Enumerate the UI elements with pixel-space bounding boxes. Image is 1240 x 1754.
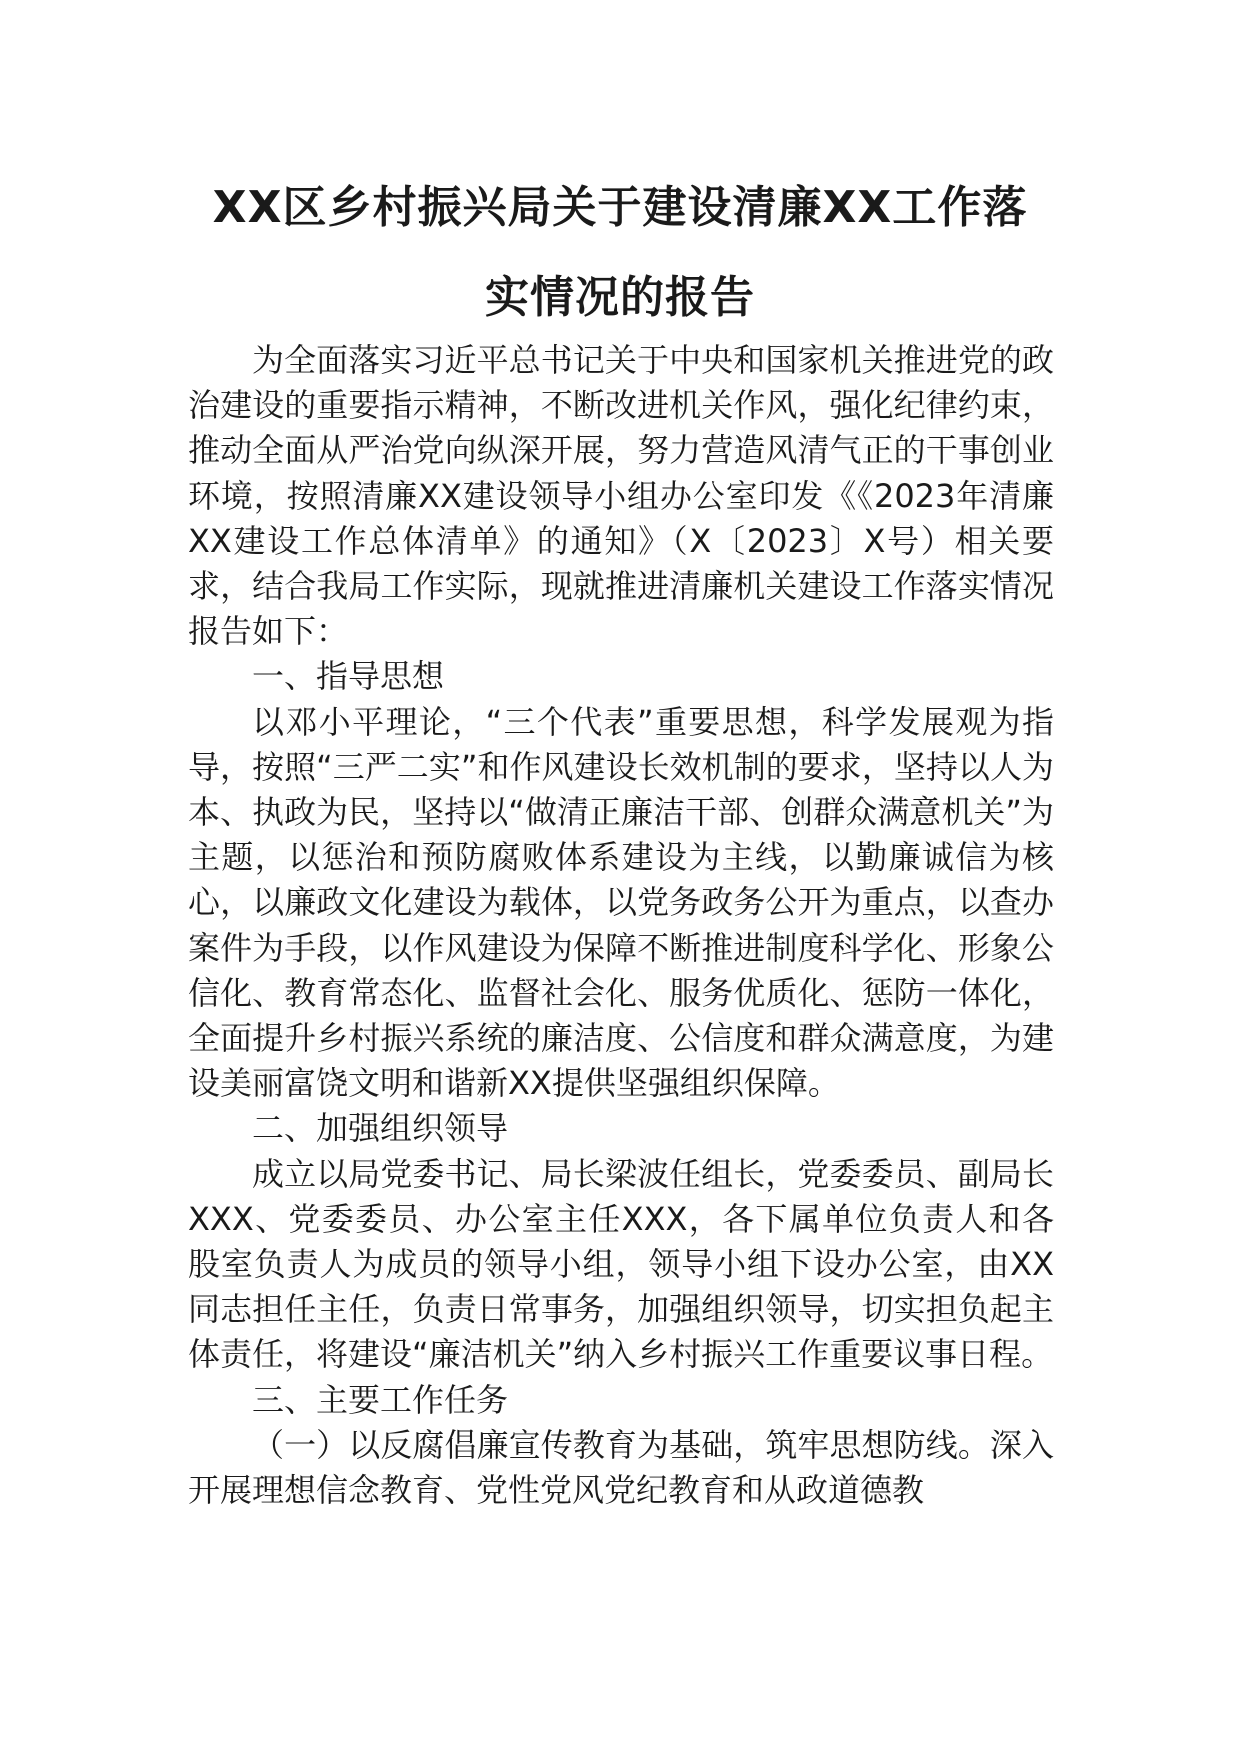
section-heading-organization-leadership: 二、加强组织领导 [252, 1109, 509, 1148]
intro-paragraph: 为全面落实习近平总书记关于中央和国家机关推进党的政治建设的重要指示精神，不断改进机关作风，强化纪律约束，推动全面从严治党向纵深开展，努力营造风清气正的干事创业环境，按照清廉XX建设领导小组办公室印发《《2023年清廉XX建设工作总体清单》的通知》（X〔2023〕X号）相关要求，结合我局工作实际，现就推进清廉机关建设工作落实情况报告如下： [188, 341, 1054, 651]
document-title-line-1: XX区乡村振兴局关于建设清廉XX工作落 [212, 182, 1028, 233]
document-body [188, 338, 1054, 1513]
section-heading-guiding-ideology: 一、指导思想 [252, 657, 445, 696]
organization-leadership-paragraph: 成立以局党委书记、局长梁波任组长，党委委员、副局长XXX、党委委员、办公室主任XXX，各下属单位负责人和各股室负责人为成员的领导小组，领导小组下设办公室，由XX同志担任主任，负责日常事务，加强组织领导，切实担负起主体责任，将建设“廉洁机关”纳入乡村振兴工作重要议事日程。 [188, 1154, 1054, 1374]
guiding-ideology-paragraph: 以邓小平理论，“三个代表”重要思想，科学发展观为指导，按照“三严二实”和作风建设长效机制的要求，坚持以人为本、执政为民，坚持以“做清正廉洁干部、创群众满意机关”为主题，以惩治和预防腐败体系建设为主线，以勤廉诚信为核心，以廉政文化建设为载体，以党务政务公开为重点，以查办案件为手段，以作风建设为保障不断推进制度科学化、形象公信化、教育常态化、监督社会化、服务优质化、惩防一体化，全面提升乡村振兴系统的廉洁度、公信度和群众满意度，为建设美丽富饶文明和谐新XX提供坚强组织保障。 [188, 702, 1054, 1103]
document-title-line-2: 实情况的报告 [485, 272, 755, 323]
section-heading-main-tasks: 三、主要工作任务 [252, 1380, 509, 1419]
main-tasks-paragraph: （一）以反腐倡廉宣传教育为基础，筑牢思想防线。深入开展理想信念教育、党性党风党纪教育和从政道德教 [188, 1425, 1054, 1510]
